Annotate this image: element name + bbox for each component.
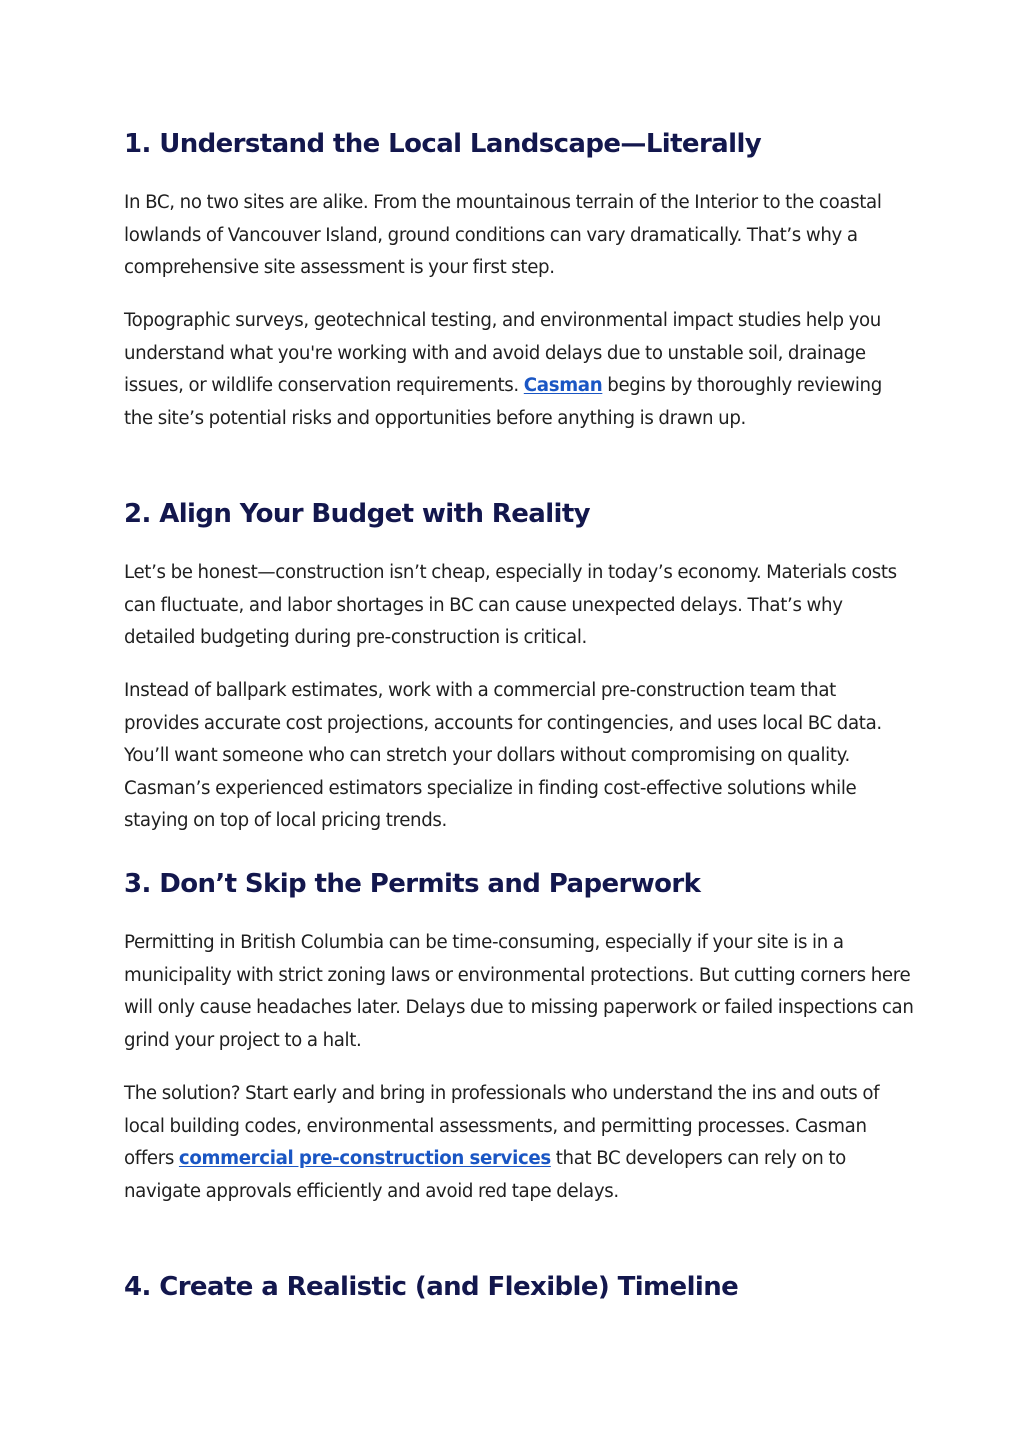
paragraph-text-after-link: begins by thoroughly reviewing the site’s potential risks and opportunities before anything is drawn up. [124,375,882,429]
paragraph-permit-solution [124,1078,914,1208]
paragraph-cost-estimates: Instead of ballpark estimates, work with a commercial pre-construction team that provides accurate cost projections, accounts for contingencies, and uses local BC data. You’ll want someone who can stretch your dollars without compromising on quality. Casman’s experienced estimators specialize in finding cost-effective solutions while staying on top of local pricing trends. [124,680,882,832]
paragraph-permitting: Permitting in British Columbia can be time-consuming, especially if your site is in a municipality with strict zoning laws or environmental protections. But cutting corners here will only cause headaches later. Delays due to missing paperwork or failed inspections can grind your project to a halt. [124,932,914,1051]
paragraph-text-before-link: Topographic surveys, geotechnical testing, and environmental impact studies help you understand what you're working with and avoid delays due to unstable soil, drainage issues, or wildlife conservation requirements. [124,310,881,397]
preconstruction-services-link[interactable]: commercial pre-construction services [178,1148,551,1170]
casman-link[interactable]: Casman [523,375,603,397]
paragraph-text-after-link: that BC developers can rely on to navigate approvals efficiently and avoid red tape delays. [124,1148,846,1202]
paragraph-text-before-link: The solution? Start early and bring in professionals who understand the ins and outs of local building codes, environmental assessments, and permitting processes. Casman offers [124,1083,880,1170]
section-heading-timeline: 4. Create a Realistic (and Flexible) Timeline [124,1272,739,1302]
section-heading-site-landscape: 1. Understand the Local Landscape—Literally [124,129,762,159]
section-heading-budget: 2. Align Your Budget with Reality [124,499,591,529]
paragraph-construction-costs: Let’s be honest—construction isn’t cheap, especially in today’s economy. Materials costs can fluctuate, and labor shortages in BC can cause unexpected delays. That’s why detailed budgeting during pre-construction is critical. [124,562,897,649]
paragraph-site-surveys [124,305,914,435]
paragraph-site-assessment: In BC, no two sites are alike. From the mountainous terrain of the Interior to the coastal lowlands of Vancouver Island, ground conditions can vary dramatically. That’s why a comprehensive site assessment is your first step. [124,192,882,279]
section-heading-permits: 3. Don’t Skip the Permits and Paperwork [124,869,701,899]
